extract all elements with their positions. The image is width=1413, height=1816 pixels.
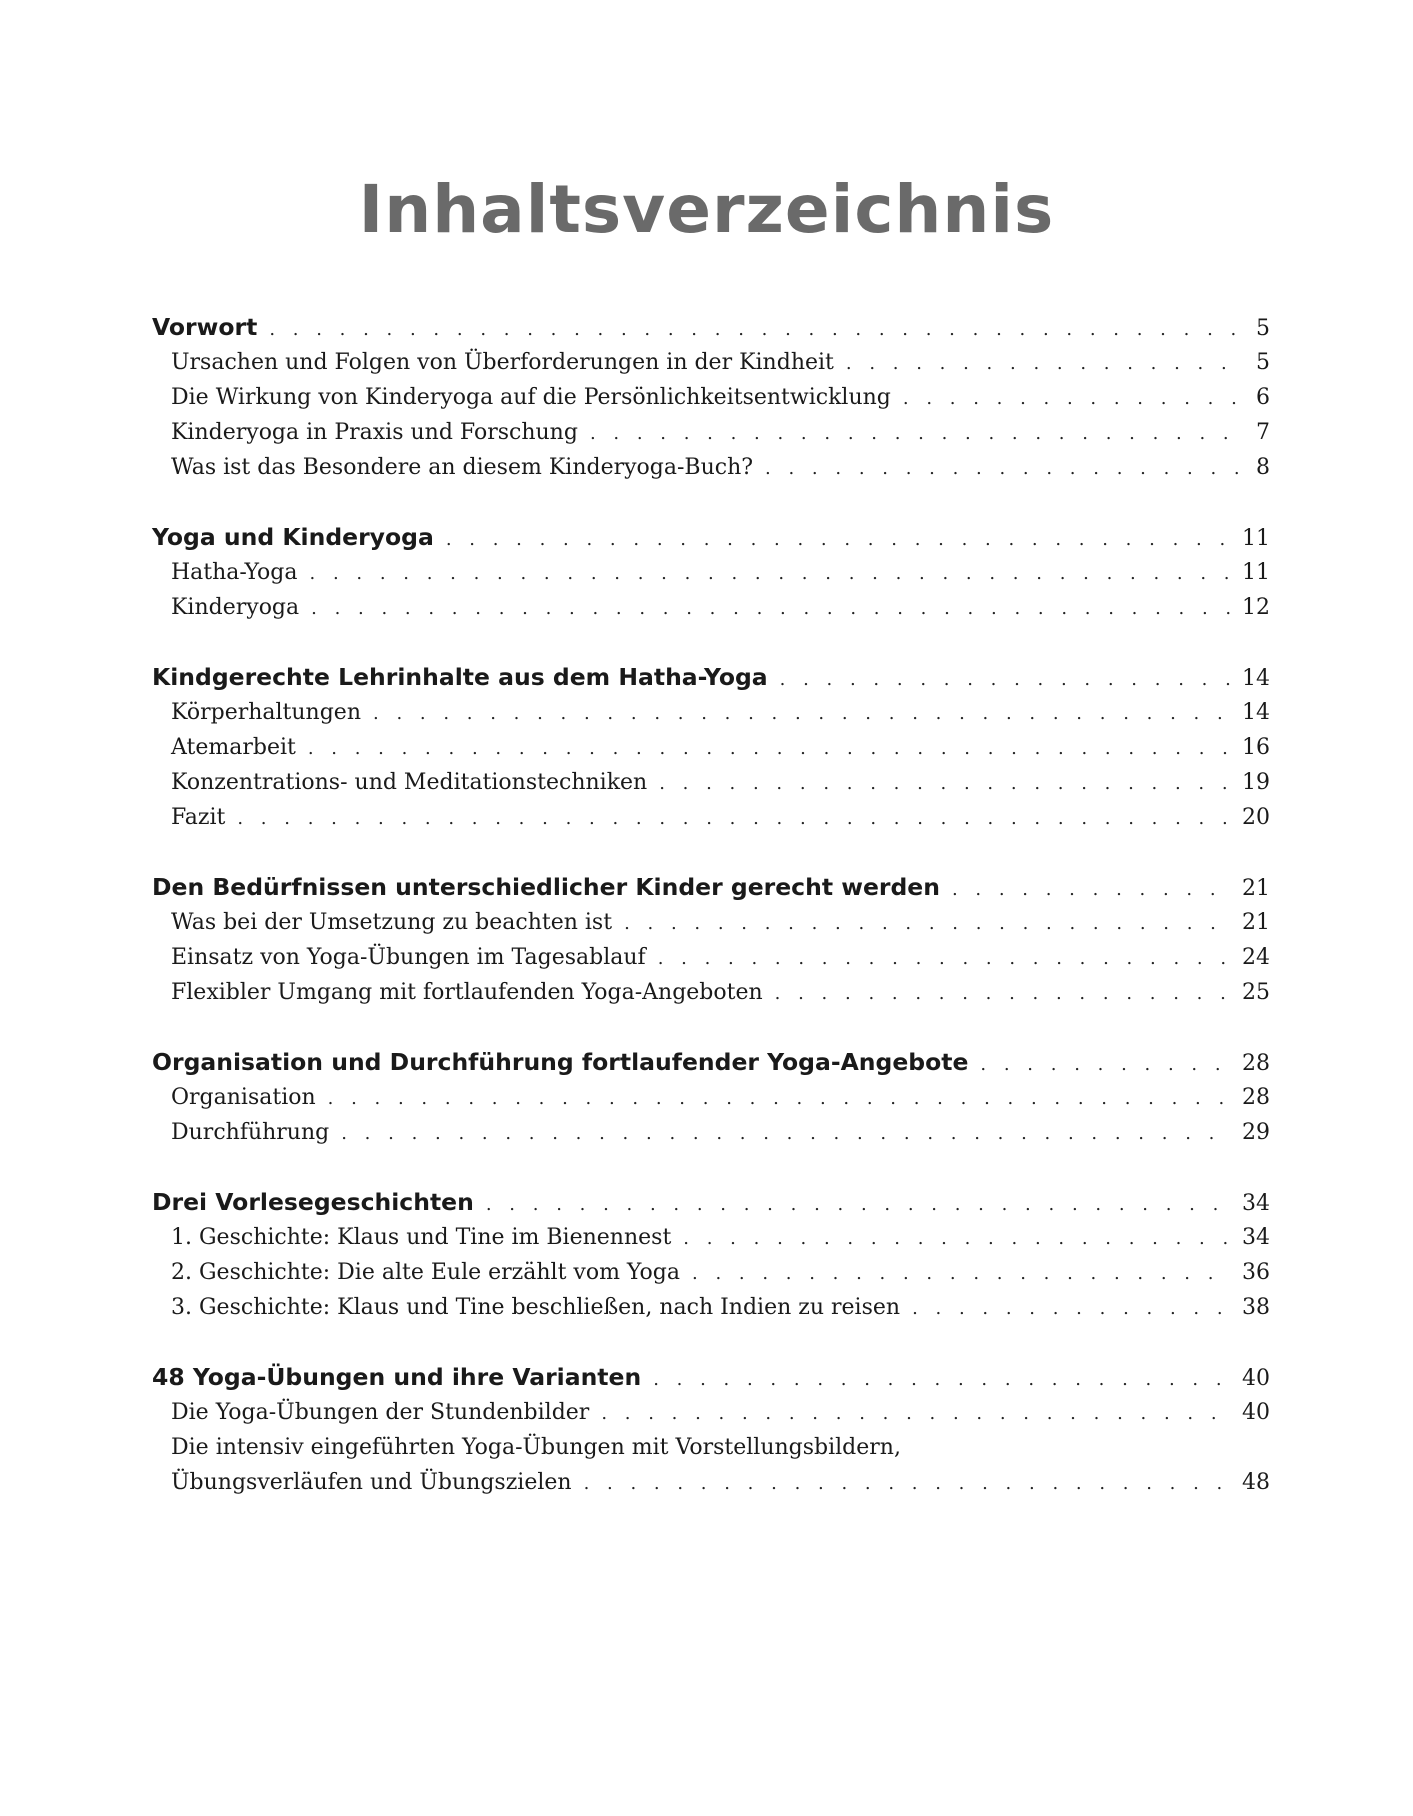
- toc-chapter-heading-text: Organisation und Durchführung fortlaufender Yoga-Angebote: [152, 1048, 969, 1076]
- toc-entry-text: Die Yoga-Übungen der Stundenbilder: [171, 1400, 590, 1425]
- toc-chapter-heading-text: Den Bedürfnissen unterschiedlicher Kinder gerecht werden: [152, 873, 940, 901]
- dot-leader: [683, 1221, 1230, 1256]
- toc-chapter-heading-text: 48 Yoga-Übungen und ihre Varianten: [152, 1363, 642, 1391]
- toc-entry-page-number: 24: [1242, 945, 1270, 970]
- dot-leader: [373, 696, 1230, 731]
- toc-entry-page-number: 19: [1242, 770, 1270, 795]
- toc-entry-text: 1. Geschichte: Klaus und Tine im Bienennest: [171, 1225, 672, 1250]
- toc-entry: [152, 590, 1270, 625]
- dot-leader: [692, 1256, 1230, 1291]
- toc-entry-text: Atemarbeit: [171, 735, 296, 760]
- page-title: Inhaltsverzeichnis: [358, 171, 1055, 248]
- dot-leader: [653, 1362, 1230, 1397]
- toc-entry-page-number: 28: [1242, 1085, 1270, 1110]
- toc-chapter-heading: [152, 870, 1270, 905]
- toc-entry-page-number: 5: [1256, 350, 1270, 375]
- toc-entry-text: Hatha-Yoga: [171, 560, 298, 585]
- toc-entry-page-number: 6: [1256, 385, 1270, 410]
- toc-entry-page-number: 29: [1242, 1120, 1270, 1145]
- dot-leader: [590, 416, 1244, 451]
- dot-leader: [780, 662, 1230, 697]
- toc-entry-page-number: 14: [1242, 700, 1270, 725]
- toc-section: [152, 1360, 1270, 1500]
- dot-leader: [658, 941, 1230, 976]
- toc-entry-text: Übungsverläufen und Übungszielen: [171, 1470, 572, 1495]
- toc-entry: [152, 1115, 1270, 1150]
- toc-entry-text: Durchführung: [171, 1120, 330, 1145]
- toc-entry-text: Organisation: [171, 1085, 316, 1110]
- toc-chapter-heading: [152, 310, 1270, 345]
- toc-entry: [152, 905, 1270, 940]
- toc-entry-page-number: 7: [1256, 420, 1270, 445]
- toc-entry: [152, 380, 1270, 415]
- toc-chapter-heading-page-number: 21: [1242, 876, 1270, 901]
- toc-entry-page-number: 16: [1242, 735, 1270, 760]
- toc-section: [152, 1185, 1270, 1325]
- dot-leader: [310, 556, 1231, 591]
- dot-leader: [952, 872, 1230, 907]
- toc-entry-text: Kinderyoga in Praxis und Forschung: [171, 420, 578, 445]
- toc-chapter-heading-text: Vorwort: [152, 313, 258, 341]
- toc-entry-text: Flexibler Umgang mit fortlaufenden Yoga-Angeboten: [171, 980, 763, 1005]
- toc-entry-text: Was ist das Besondere an diesem Kinderyoga-Buch?: [171, 455, 754, 480]
- toc-entry-text: Was bei der Umsetzung zu beachten ist: [171, 910, 613, 935]
- toc-entry-text: Kinderyoga: [171, 595, 300, 620]
- dot-leader: [624, 906, 1230, 941]
- toc-entry-page-number: 20: [1242, 805, 1270, 830]
- toc-entry: [152, 345, 1270, 380]
- table-of-contents: [152, 310, 1270, 1535]
- dot-leader: [775, 976, 1230, 1011]
- toc-entry-page-number: 8: [1256, 455, 1270, 480]
- toc-chapter-heading: [152, 520, 1270, 555]
- toc-entry: [152, 940, 1270, 975]
- toc-entry-page-number: 12: [1242, 595, 1270, 620]
- toc-entry-text: Die intensiv eingeführten Yoga-Übungen mit Vorstellungsbildern,: [171, 1435, 901, 1460]
- toc-section: [152, 870, 1270, 1010]
- toc-entry: [152, 975, 1270, 1010]
- toc-entry: [152, 450, 1270, 485]
- toc-entry: [152, 800, 1270, 835]
- toc-entry-text: Ursachen und Folgen von Überforderungen in der Kindheit: [171, 350, 834, 375]
- toc-entry: [152, 1395, 1270, 1430]
- dot-leader: [269, 312, 1244, 347]
- toc-entry-page-number: 21: [1242, 910, 1270, 935]
- dot-leader: [765, 451, 1244, 486]
- toc-entry-text: Körperhaltungen: [171, 700, 361, 725]
- toc-entry: [152, 765, 1270, 800]
- dot-leader: [903, 381, 1244, 416]
- toc-chapter-heading: [152, 1360, 1270, 1395]
- toc-chapter-heading: [152, 1185, 1270, 1220]
- dot-leader: [980, 1047, 1230, 1082]
- toc-chapter-heading-page-number: 11: [1242, 526, 1270, 551]
- toc-entry-text: 2. Geschichte: Die alte Eule erzählt vom Yoga: [171, 1260, 680, 1285]
- toc-entry-page-number: 36: [1242, 1260, 1270, 1285]
- toc-entry: [152, 1255, 1270, 1290]
- dot-leader: [486, 1187, 1230, 1222]
- toc-chapter-heading-text: Yoga und Kinderyoga: [152, 523, 434, 551]
- toc-entry-text: Konzentrations- und Meditationstechniken: [171, 770, 648, 795]
- toc-section: [152, 660, 1270, 835]
- toc-chapter-heading-text: Kindgerechte Lehrinhalte aus dem Hatha-Yoga: [152, 663, 768, 691]
- dot-leader: [446, 522, 1230, 557]
- toc-entry-page-number: 40: [1242, 1400, 1270, 1425]
- toc-chapter-heading-page-number: 5: [1256, 316, 1270, 341]
- toc-entry: [152, 695, 1270, 730]
- dot-leader: [659, 766, 1230, 801]
- dot-leader: [584, 1466, 1230, 1501]
- toc-entry-text: Die Wirkung von Kinderyoga auf die Persönlichkeitsentwicklung: [171, 385, 891, 410]
- toc-section: [152, 520, 1270, 625]
- toc-entry: [152, 1220, 1270, 1255]
- toc-entry-page-number: 11: [1242, 560, 1270, 585]
- toc-entry: [152, 555, 1270, 590]
- dot-leader: [846, 346, 1244, 381]
- toc-chapter-heading: [152, 660, 1270, 695]
- toc-entry-page-number: 48: [1242, 1470, 1270, 1495]
- dot-leader: [311, 591, 1230, 626]
- dot-leader: [308, 731, 1230, 766]
- toc-entry: [152, 1430, 1270, 1465]
- toc-entry-page-number: 38: [1242, 1295, 1270, 1320]
- toc-chapter-heading-text: Drei Vorlesegeschichten: [152, 1188, 474, 1216]
- toc-chapter-heading-page-number: 34: [1242, 1191, 1270, 1216]
- dot-leader: [601, 1396, 1230, 1431]
- toc-chapter-heading-page-number: 28: [1242, 1051, 1270, 1076]
- toc-entry: [152, 1290, 1270, 1325]
- toc-chapter-heading: [152, 1045, 1270, 1080]
- toc-chapter-heading-page-number: 14: [1242, 666, 1270, 691]
- dot-leader: [341, 1116, 1230, 1151]
- toc-section: [152, 310, 1270, 485]
- toc-entry-page-number: 34: [1242, 1225, 1270, 1250]
- toc-entry: [152, 730, 1270, 765]
- dot-leader: [328, 1081, 1230, 1116]
- toc-chapter-heading-page-number: 40: [1242, 1366, 1270, 1391]
- dot-leader: [237, 801, 1230, 836]
- toc-entry-page-number: 25: [1242, 980, 1270, 1005]
- toc-entry-text: 3. Geschichte: Klaus und Tine beschließen, nach Indien zu reisen: [171, 1295, 901, 1320]
- dot-leader: [912, 1291, 1230, 1326]
- toc-entry: [152, 1080, 1270, 1115]
- toc-entry: [152, 1465, 1270, 1500]
- toc-entry: [152, 415, 1270, 450]
- toc-entry-text: Einsatz von Yoga-Übungen im Tagesablauf: [171, 945, 646, 970]
- toc-entry-text: Fazit: [171, 805, 226, 830]
- toc-section: [152, 1045, 1270, 1150]
